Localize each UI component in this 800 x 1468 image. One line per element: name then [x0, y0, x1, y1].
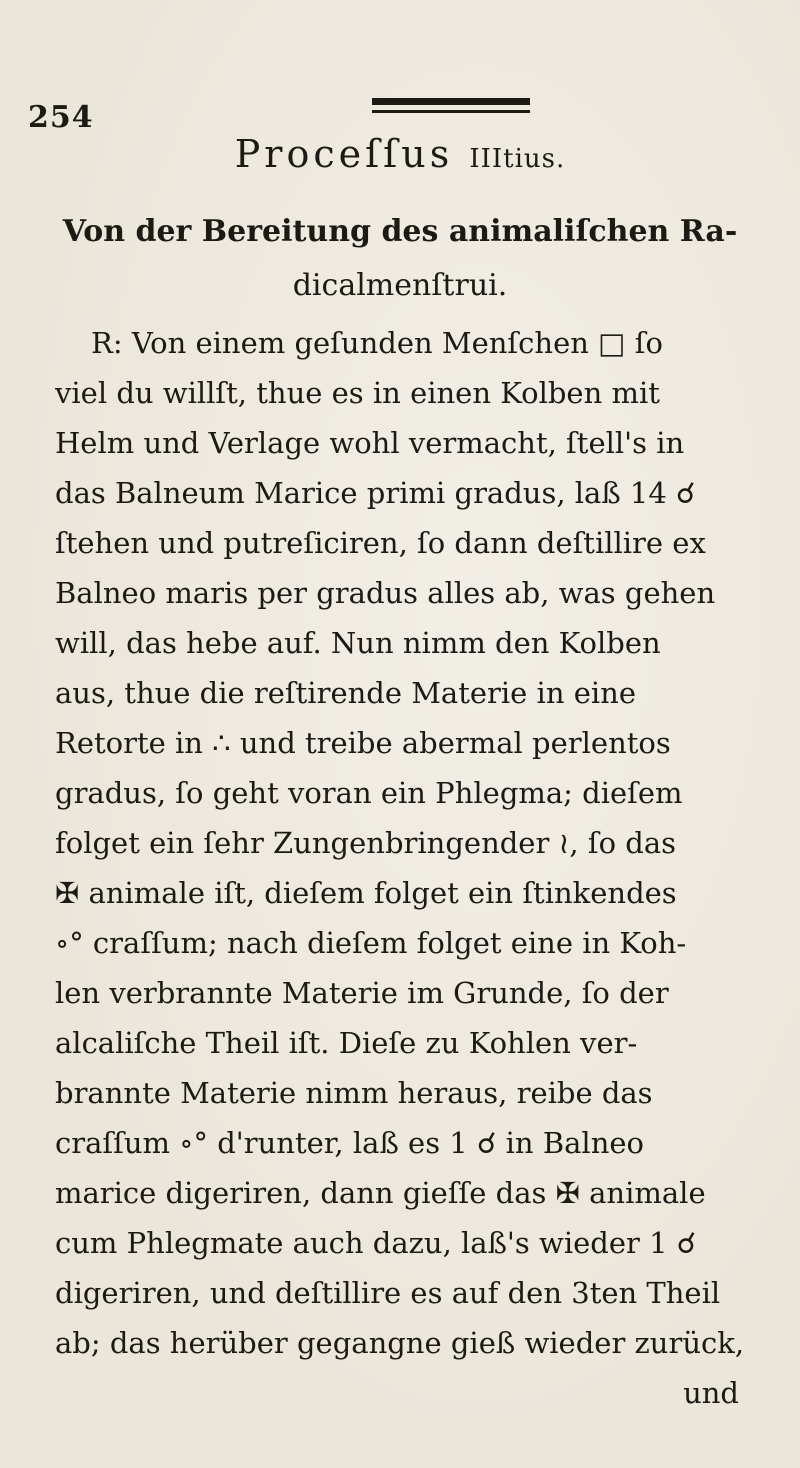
thin-rule: [372, 110, 530, 113]
subtitle-line-1: Von der Bereitung des animaliſchen Ra-: [62, 214, 738, 249]
thick-rule: [372, 98, 530, 105]
text-line: viel du willſt, thue es in einen Kolben mit: [55, 376, 660, 410]
page-number: 254: [28, 100, 94, 135]
header-rule-ornament: [372, 98, 530, 116]
text-line: cum Phlegmate auch dazu, laß's wieder 1 ☌: [55, 1226, 697, 1260]
text-line: brannte Materie nimm heraus, reibe das: [55, 1076, 653, 1110]
subtitle-line-2: dicalmenſtrui.: [292, 268, 508, 303]
text-line: ∘° craſſum; nach dieſem folget eine in Koh-: [55, 926, 687, 960]
text-line: das Balneum Marice primi gradus, laß 14 ☌: [55, 476, 696, 510]
text-line: marice digeriren, dann gieſſe das ✠ animale: [55, 1176, 706, 1210]
text-line: folget ein ſehr Zungenbringender ≀, ſo das: [55, 826, 677, 860]
text-line: len verbrannte Materie im Grunde, ſo der: [55, 976, 669, 1010]
text-line: ✠ animale iſt, dieſem folget ein ſtinkendes: [55, 876, 677, 910]
catchword: und: [683, 1376, 739, 1410]
text-line: alcaliſche Theil iſt. Dieſe zu Kohlen ver-: [55, 1026, 638, 1060]
text-line: will, das hebe auf. Nun nimm den Kolben: [55, 626, 661, 660]
text-line: digeriren, und deſtillire es auf den 3ten Theil: [55, 1276, 721, 1310]
text-line: Retorte in ∴ und treibe abermal perlentos: [55, 726, 671, 760]
text-line: ſtehen und putreſiciren, ſo dann deſtillire ex: [55, 526, 706, 560]
text-line: Helm und Verlage wohl vermacht, ſtell's in: [55, 426, 685, 460]
text-line: ab; das herüber gegangne gieß wieder zurück,: [55, 1326, 745, 1360]
text-line: craſſum ∘° d'runter, laß es 1 ☌ in Balneo: [55, 1126, 644, 1160]
heading-main: Proceſſus: [234, 132, 454, 176]
text-line: Balneo maris per gradus alles ab, was gehen: [55, 576, 716, 610]
text-line: aus, thue die reſtirende Materie in eine: [55, 676, 636, 710]
body-text: [55, 318, 765, 1418]
process-heading: [0, 132, 800, 176]
heading-suffix: IIItius.: [469, 144, 566, 174]
text-line: R: Von einem geſunden Menſchen □ ſo: [91, 326, 663, 360]
text-line: gradus, ſo geht voran ein Phlegma; dieſem: [55, 776, 683, 810]
